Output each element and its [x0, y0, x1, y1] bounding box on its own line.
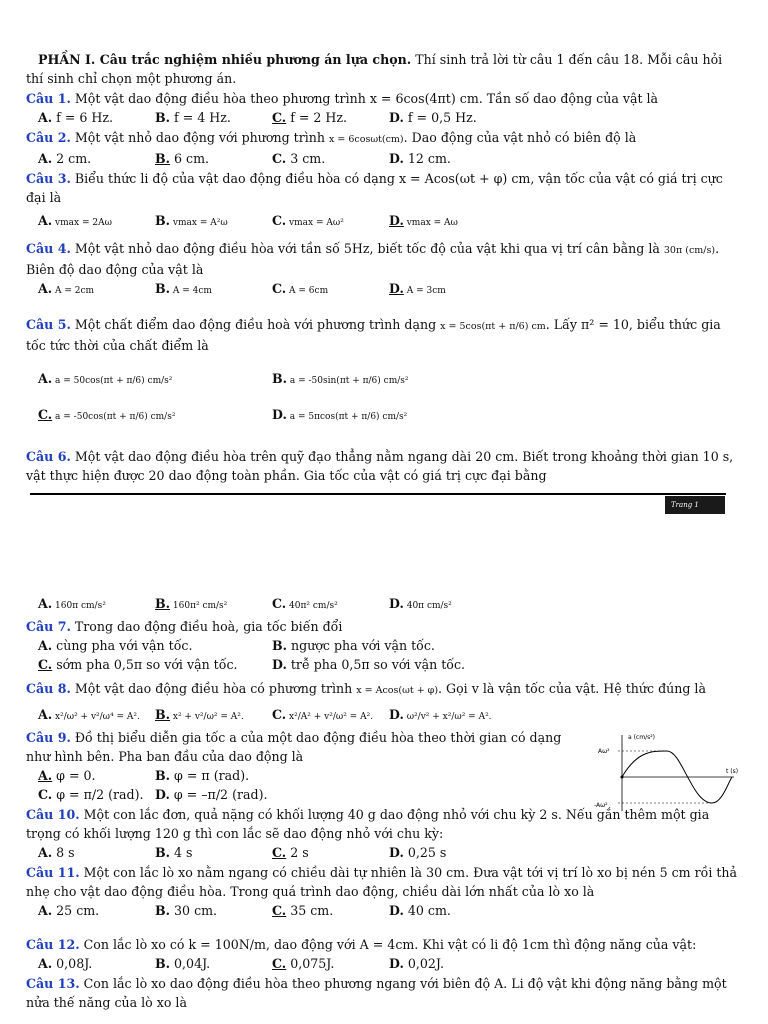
option-d[interactable]: D. ω²/v² + x²/ω² = A².	[389, 707, 492, 722]
option-c[interactable]: C. φ = π/2 (rad).	[38, 787, 144, 802]
option-a[interactable]: A. 2 cm.	[38, 151, 92, 166]
page-footer-rule	[30, 493, 726, 495]
question-text: Một vật dao động điều hòa theo phương trình x = 6cos(4πt) cm. Tần số dao động của vật là	[70, 91, 659, 106]
option-c[interactable]: C. sớm pha 0,5π so với vận tốc.	[38, 657, 238, 672]
question-8: Câu 8. Một vật dao động điều hòa có phương trình x = Acos(ωt + φ). Gọi v là vận tốc của vật. Hệ thức đúng là A. x²/ω² + v²/ω⁴ = A². B. x² + v²/ω² = A². C. x²/A² + v²/ω² = A². D. ω²/v² + x²/ω² = A².	[26, 679, 742, 727]
acceleration-graph	[592, 733, 742, 813]
option-a[interactable]: A. a = 50cos(πt + π/6) cm/s²	[38, 371, 173, 386]
graph-bottom-label: -Aω²	[594, 802, 608, 809]
option-d[interactable]: D. trễ pha 0,5π so với vận tốc.	[272, 657, 466, 672]
option-d[interactable]: D. A = 3cm	[389, 281, 446, 296]
question-1	[26, 89, 742, 127]
option-d[interactable]: D. 0,02J.	[389, 956, 444, 971]
question-4: Câu 4. Một vật nhỏ dao động điều hòa với tần số 5Hz, biết tốc độ của vật khi qua vị trí cân bằng là 30π (cm/s). Biên độ dao động của vật là A. A = 2cm B. A = 4cm C. A = 6cm D. A = 3cm	[26, 239, 742, 301]
question-9: Câu 9. Đồ thị biểu diễn gia tốc a của một dao động điều hòa theo thời gian có dạng như hình bên. Pha ban đầu của dao động là A. φ = 0. B. φ = π (rad). C. φ = π/2 (rad). D. φ = –π/2 (rad).	[26, 730, 562, 802]
section-heading: PHẦN I. Câu trắc nghiệm nhiều phương án lựa chọn.	[38, 52, 412, 67]
graph-y-label: a (cm/s²)	[628, 734, 655, 741]
option-d[interactable]: D. φ = –π/2 (rad).	[155, 787, 268, 802]
option-c[interactable]: C. 0,075J.	[272, 956, 335, 971]
question-13: Câu 13. Con lắc lò xo dao động điều hòa theo phương ngang với biên độ A. Li độ vật khi động năng bằng một nửa thế năng của lò xo là	[26, 976, 727, 1010]
option-c[interactable]: C. a = -50cos(πt + π/6) cm/s²	[38, 407, 176, 422]
exam-page	[26, 50, 742, 485]
question-6-options	[26, 594, 742, 616]
page-number-tag: Trang 1	[665, 496, 725, 514]
option-d[interactable]: D. f = 0,5 Hz.	[389, 110, 477, 125]
option-b[interactable]: B. vmax = A²ω	[155, 213, 228, 228]
option-b[interactable]: B. f = 4 Hz.	[155, 110, 231, 125]
graph-top-label: Aω²	[598, 748, 610, 755]
question-3: Câu 3. Biểu thức li độ của vật dao động điều hòa có dạng x = Acos(ωt + φ) cm, vận tốc của vật có giá trị cực đại là A. vmax = 2Aω B. vmax = A²ω C. vmax = Aω² D. vmax = Aω	[26, 169, 742, 233]
option-b[interactable]: B. φ = π (rad).	[155, 768, 250, 783]
option-d[interactable]: D. 40 cm.	[389, 903, 451, 918]
section-intro	[26, 50, 742, 88]
option-b[interactable]: B. a = -50sin(πt + π/6) cm/s²	[272, 371, 409, 386]
section-instruction: Thí sinh trả lời từ câu 1 đến câu 18. Mỗi câu hỏi thí sinh chỉ chọn một phương án.	[26, 52, 723, 86]
question-11: Câu 11. Một con lắc lò xo nằm ngang có chiều dài tự nhiên là 30 cm. Đưa vật tới vị trí lò xo bị nén 5 cm rồi thả nhẹ cho vật dao động điều hòa. Trong quá trình dao động, chiều dài lớn nhất của lò xo là A. 25 cm. B. 30 cm. C. 35 cm. D. 40 cm.	[26, 865, 738, 918]
option-b[interactable]: B. 6 cm.	[155, 151, 210, 166]
option-c[interactable]: C. A = 6cm	[272, 281, 329, 296]
question-5: Câu 5. Một chất điểm dao động điều hoà với phương trình dạng x = 5cos(πt + π/6) cm. Lấy π² = 10, biểu thức gia tốc tức thời của chất điểm là A. a = 50cos(πt + π/6) cm/s² B. a = -50sin(πt + π/6) cm/s² C. a = -50cos(πt + π/6) cm/s² D. a = 5πcos(πt + π/6) cm/s²	[26, 315, 742, 427]
option-c[interactable]: C. 2 s	[272, 845, 309, 860]
question-7: Câu 7. Trong dao động điều hoà, gia tốc biến đổi A. cùng pha với vận tốc. B. ngược pha với vận tốc. C. sớm pha 0,5π so với vận tốc. D. trễ pha 0,5π so với vận tốc.	[26, 617, 742, 674]
option-a[interactable]: A. x²/ω² + v²/ω⁴ = A².	[38, 707, 140, 722]
option-d[interactable]: D. vmax = Aω	[389, 213, 458, 228]
graph-x-label: t (s)	[726, 768, 739, 775]
option-c[interactable]: C. 40π² cm/s²	[272, 596, 338, 611]
options	[26, 108, 742, 127]
option-b[interactable]: B. 160π² cm/s²	[155, 596, 228, 611]
option-d[interactable]: D. 40π cm/s²	[389, 596, 452, 611]
option-c[interactable]: C. 3 cm.	[272, 151, 326, 166]
question-12: Câu 12. Con lắc lò xo có k = 100N/m, dao động với A = 4cm. Khi vật có li độ 1cm thì động năng của vật: A. 0,08J. B. 0,04J. C. 0,075J. D. 0,02J.	[26, 937, 697, 971]
option-d[interactable]: D. 12 cm.	[389, 151, 451, 166]
option-b[interactable]: B. 4 s	[155, 845, 193, 860]
option-d[interactable]: D. 0,25 s	[389, 845, 447, 860]
option-c[interactable]: C. x²/A² + v²/ω² = A².	[272, 707, 374, 722]
question-6: Câu 6. Một vật dao động điều hòa trên quỹ đạo thẳng nằm ngang dài 20 cm. Biết trong khoảng thời gian 10 s, vật thực hiện được 20 dao động toàn phần. Gia tốc của vật có giá trị cực đại bằng	[26, 449, 734, 483]
option-a[interactable]: A. vmax = 2Aω	[38, 213, 112, 228]
question-2: Câu 2. Một vật nhỏ dao động với phương trình x = 6cosωt(cm). Dao động của vật nhỏ có biên độ là A. 2 cm. B. 6 cm. C. 3 cm. D. 12 cm.	[26, 130, 637, 166]
option-a[interactable]: A. f = 6 Hz.	[38, 110, 114, 125]
option-c[interactable]: C. 35 cm.	[272, 903, 334, 918]
option-a[interactable]: A. 25 cm.	[38, 903, 100, 918]
option-a[interactable]: A. φ = 0.	[38, 768, 96, 783]
option-b[interactable]: B. A = 4cm	[155, 281, 212, 296]
option-b[interactable]: B. 0,04J.	[155, 956, 211, 971]
question-label: Câu 1.	[26, 91, 71, 106]
option-b[interactable]: B. x² + v²/ω² = A².	[155, 707, 244, 722]
option-a[interactable]: A. 0,08J.	[38, 956, 93, 971]
option-d[interactable]: D. a = 5πcos(πt + π/6) cm/s²	[272, 407, 408, 422]
option-c[interactable]: C. f = 2 Hz.	[272, 110, 348, 125]
question-10: Câu 10. Một con lắc đơn, quả nặng có khối lượng 40 g dao động nhỏ với chu kỳ 2 s. Nếu gắn thêm một gia trọng có khối lượng 120 g thì con lắc sẽ dao động nhỏ với chu kỳ: A. 8 s B. 4 s C. 2 s D. 0,25 s	[26, 807, 710, 860]
option-a[interactable]: A. A = 2cm	[38, 281, 95, 296]
option-b[interactable]: B. ngược pha với vận tốc.	[272, 638, 435, 653]
option-c[interactable]: C. vmax = Aω²	[272, 213, 344, 228]
option-a[interactable]: A. 8 s	[38, 845, 75, 860]
option-a[interactable]: A. cùng pha với vận tốc.	[38, 638, 193, 653]
option-b[interactable]: B. 30 cm.	[155, 903, 218, 918]
formula: x = 6cosωt(cm)	[329, 134, 404, 145]
option-a[interactable]: A. 160π cm/s²	[38, 596, 106, 611]
